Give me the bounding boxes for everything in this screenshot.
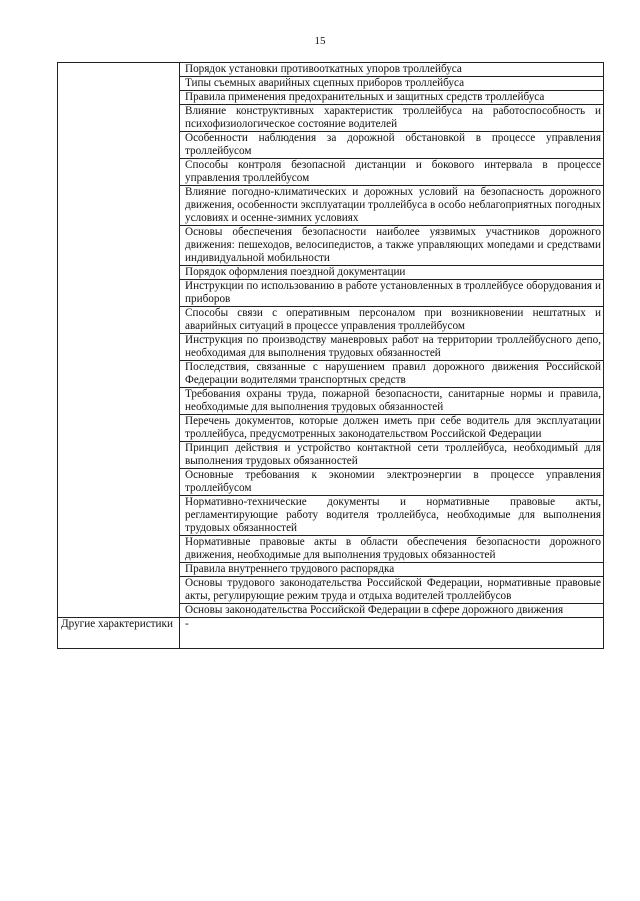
knowledge-item: Перечень документов, которые должен иметь при себе водитель для эксплуатации троллейбуса, предусмотренных законодательством Российской Федерации	[180, 415, 604, 442]
knowledge-item: Правила внутреннего трудового распорядка	[180, 563, 604, 577]
knowledge-item: Требования охраны труда, пожарной безопасности, санитарные нормы и правила, необходимые для выполнения трудовых обязанностей	[180, 388, 604, 415]
knowledge-item: Влияние погодно-климатических и дорожных условий на безопасность дорожного движения, особенности эксплуатации троллейбуса в особо неблагоприятных погодных условиях и осенне-зимних условиях	[180, 186, 604, 226]
knowledge-item: Инструкции по использованию в работе установленных в троллейбусе оборудования и приборов	[180, 280, 604, 307]
table-row	[58, 63, 604, 77]
knowledge-item: Основы трудового законодательства Российской Федерации, нормативные правовые акты, регулирующие режим труда и отдыха водителей троллейбусов	[180, 577, 604, 604]
knowledge-item: Правила применения предохранительных и защитных средств троллейбуса	[180, 91, 604, 105]
other-characteristics-label: Другие характеристики	[58, 618, 180, 649]
knowledge-item: Способы контроля безопасной дистанции и бокового интервала в процессе управления троллейбусом	[180, 159, 604, 186]
knowledge-item: Последствия, связанные с нарушением правил дорожного движения Российской Федерации водителями транспортных средств	[180, 361, 604, 388]
knowledge-item: Нормативные правовые акты в области обеспечения безопасности дорожного движения, необходимые для выполнения трудовых обязанностей	[180, 536, 604, 563]
knowledge-item: Типы съемных аварийных сцепных приборов троллейбуса	[180, 77, 604, 91]
knowledge-table	[57, 62, 604, 649]
knowledge-item: Нормативно-технические документы и нормативные правовые акты, регламентирующие работу водителя троллейбуса, необходимые для выполнения трудовых обязанностей	[180, 496, 604, 536]
knowledge-item: Инструкция по производству маневровых работ на территории троллейбусного депо, необходимая для выполнения трудовых обязанностей	[180, 334, 604, 361]
table-row-other	[58, 618, 604, 649]
knowledge-item: Особенности наблюдения за дорожной обстановкой в процессе управления троллейбусом	[180, 132, 604, 159]
page-number: 15	[314, 35, 326, 47]
knowledge-item: Основы обеспечения безопасности наиболее уязвимых участников дорожного движения: пешеходов, велосипедистов, а также управляющих мопедами и средствами индивидуальной мобильности	[180, 226, 604, 266]
section-label-cell	[58, 63, 180, 618]
knowledge-item: Способы связи с оперативным персоналом при возникновении нештатных и аварийных ситуаций в процессе управления троллейбусом	[180, 307, 604, 334]
knowledge-item: Основные требования к экономии электроэнергии в процессе управления троллейбусом	[180, 469, 604, 496]
knowledge-item: Принцип действия и устройство контактной сети троллейбуса, необходимый для выполнения трудовых обязанностей	[180, 442, 604, 469]
knowledge-item: Основы законодательства Российской Федерации в сфере дорожного движения	[180, 604, 604, 618]
knowledge-item: Порядок установки противооткатных упоров троллейбуса	[180, 63, 604, 77]
knowledge-item: Влияние конструктивных характеристик троллейбуса на работоспособность и психофизиологическое состояние водителей	[180, 105, 604, 132]
other-characteristics-value: -	[180, 618, 604, 649]
knowledge-item: Порядок оформления поездной документации	[180, 266, 604, 280]
